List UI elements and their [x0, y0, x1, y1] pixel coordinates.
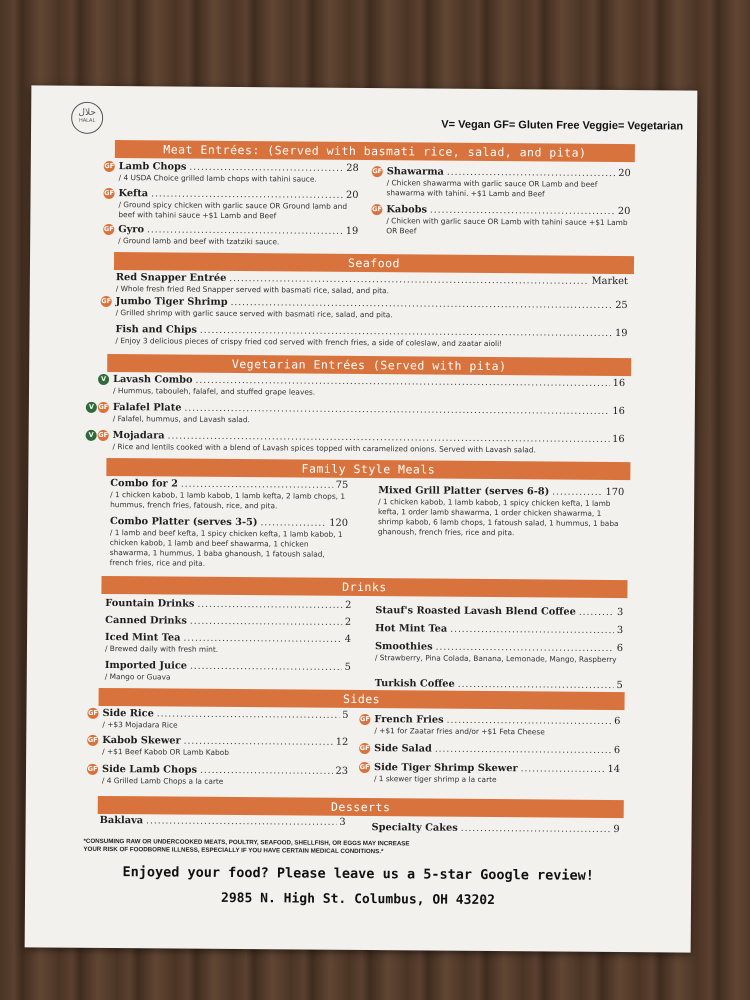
menu-item-jumbo-tiger-shrimp — [101, 296, 628, 322]
menu-item-french-fries — [360, 714, 621, 738]
item-price: 23 — [335, 765, 349, 777]
item-price: 16 — [612, 377, 626, 390]
item-price: 75 — [335, 479, 349, 491]
menu-item-fountain-drinks — [105, 598, 351, 611]
menu-item-combo-for-2 — [110, 478, 348, 512]
section-meat-entrees: Meat Entrées: (Served with basmati rice, salad, and pita) — [115, 140, 635, 162]
item-name: Side Lamb Chops — [101, 763, 198, 776]
gluten-free-badge: GF — [98, 402, 109, 413]
menu-item-smoothies — [375, 641, 623, 665]
item-name: Falafel Plate — [112, 402, 182, 414]
foodborne-illness-warning: *CONSUMING RAW OR UNDERCOOKED MEATS, POULTRY, SEAFOOD, SHELLFISH, OR EGGS MAY INCREASE YOUR RISK OF FOODBORNE ILLNESS, ESPECIALLY IF YOU HAVE CERTAIN MEDICAL CONDITIONS.* — [83, 837, 410, 856]
gluten-free-badge: GF — [87, 735, 98, 746]
item-description: / +$3 Mojadara Rice — [102, 719, 178, 730]
item-description: / Ground spicy chicken with garlic sauce OR Ground lamb and beef with tahini sauce +$1 Lamb and Beef — [118, 200, 348, 221]
item-name: Red Snapper Entrée — [115, 272, 227, 284]
review-request: Enjoyed your food? Please leave us a 5-star Google review! — [122, 864, 594, 884]
halal-logo — [71, 102, 103, 134]
menu-item-kefta — [104, 188, 359, 222]
item-price: Market — [591, 275, 628, 288]
item-name: Jumbo Tiger Shrimp — [115, 296, 228, 308]
menu-item-turkish-coffee — [375, 678, 623, 691]
item-description: / +$1 for Zaatar fries and/or +$1 Feta Cheese — [374, 726, 545, 737]
menu-item-hot-mint-tea — [375, 623, 623, 636]
item-price: 6 — [616, 643, 624, 655]
item-description: / 1 chicken kabob, 1 lamb kabob, 1 spicy chicken kefta, 1 lamb kefta, 1 order lamb shawarma, 1 order chicken shawarma, 1 shrimp kabob, 6 lamb chops, 1 fatoush salad, 1 hummus, 1 baba ghanoush, french fries, rice and pita. — [377, 497, 619, 538]
menu-item-lavash-combo — [101, 374, 626, 400]
item-description: / 4 Grilled Lamb Chops a la carte — [101, 775, 224, 786]
menu-item-fish-and-chips — [115, 324, 627, 350]
menu-item-kabobs — [372, 204, 631, 238]
menu-item-side-rice — [88, 707, 349, 732]
item-description: / Mango or Guava — [104, 671, 171, 682]
item-price: 9 — [613, 823, 620, 836]
section-drinks: Drinks — [101, 576, 627, 598]
gluten-free-badge: GF — [87, 764, 98, 775]
item-name: Specialty Cakes — [371, 822, 458, 834]
item-price: 4 — [344, 633, 352, 645]
item-name: Side Tiger Shrimp Skewer — [374, 762, 518, 775]
item-price: 120 — [329, 517, 349, 529]
menu-item-baklava — [100, 815, 346, 828]
item-description: / Rice and lentils cooked with a blend of Lavash spices topped with caramelized onions. Served with Lavash salad. — [112, 442, 536, 455]
item-price: 5 — [616, 680, 623, 692]
item-name: Kefta — [118, 188, 149, 200]
gluten-free-badge: GF — [359, 714, 370, 725]
item-description: / Whole fresh fried Red Snapper served with basmati rice, salad, and pita. — [115, 284, 390, 296]
item-price: 2 — [344, 616, 352, 628]
gluten-free-badge: GF — [104, 188, 115, 199]
gluten-free-badge: GF — [104, 161, 115, 172]
item-price: 6 — [613, 744, 621, 757]
gluten-free-badge: GF — [98, 430, 109, 441]
item-name: Iced Mint Tea — [105, 631, 181, 644]
menu-item-imported-juice — [105, 660, 351, 684]
item-name: Canned Drinks — [105, 614, 187, 627]
vegan-badge: V — [86, 402, 97, 413]
item-name: Lamb Chops — [118, 161, 187, 173]
item-price: 170 — [605, 486, 625, 499]
gluten-free-badge: GF — [103, 224, 114, 235]
gluten-free-badge: GF — [372, 166, 383, 177]
item-name: Combo Platter (serves 3-5) — [109, 516, 258, 529]
item-name: Gyro — [118, 224, 145, 236]
item-price: 2 — [345, 599, 352, 611]
item-name: Stauf's Roasted Lavash Blend Coffee — [375, 605, 576, 618]
item-price: 20 — [618, 168, 631, 180]
gluten-free-badge: GF — [371, 204, 382, 215]
section-seafood: Seafood — [114, 252, 634, 274]
item-name: Mojadara — [112, 430, 165, 442]
item-description: / Falafel, hummus, and Lavash salad. — [112, 414, 250, 425]
menu-item-falafel-plate — [88, 402, 625, 428]
gluten-free-badge: GF — [359, 743, 370, 754]
halal-logo-text: HALAL — [78, 117, 96, 124]
item-price: 5 — [344, 661, 351, 673]
menu-item-mojadara — [88, 430, 625, 456]
menu-item-iced-mint-tea — [105, 632, 351, 656]
item-name: Baklava — [99, 814, 144, 827]
menu-item-kabob-skewer — [87, 734, 349, 759]
item-price: 20 — [617, 206, 631, 218]
menu-item-lamb-chops — [104, 161, 359, 185]
restaurant-address: 2985 N. High St. Columbus, OH 43202 — [220, 890, 496, 909]
item-description: / Brewed daily with fresh mint. — [104, 643, 219, 654]
item-price: 3 — [339, 816, 346, 828]
item-description: / Grilled shrimp with garlic sauce served with basmati rice, salad, and pita. — [115, 308, 393, 320]
item-description: / Ground lamb and beef with tzatziki sauce. — [118, 236, 280, 247]
item-name: Imported Juice — [104, 659, 188, 672]
item-name: French Fries — [374, 714, 444, 726]
item-price: 6 — [614, 715, 621, 728]
menu-item-staufs-coffee — [375, 605, 623, 618]
menu-item-red-snapper — [116, 272, 628, 298]
item-name: Fish and Chips — [115, 324, 197, 336]
item-description: / Chicken with garlic sauce OR Lamb with tahini sauce +$1 Lamb OR Beef — [386, 216, 628, 236]
item-name: Kabob Skewer — [102, 734, 181, 747]
item-name: Turkish Coffee — [374, 678, 455, 690]
item-price: 14 — [607, 763, 621, 776]
menu-item-gyro — [103, 224, 359, 248]
menu-item-side-lamb-chops — [87, 763, 349, 788]
section-family-style-meals: Family Style Meals — [106, 458, 630, 480]
item-price: 3 — [616, 607, 624, 619]
item-name: Combo for 2 — [110, 478, 178, 490]
item-description: / 1 chicken kabob, 1 lamb kabob, 1 lamb kefta, 2 lamb chops, 1 hummus, french fries, fatoush, rice, and pita. — [110, 490, 346, 511]
item-name: Smoothies — [374, 641, 433, 653]
halal-logo-arabic: حلال — [78, 107, 96, 118]
item-price: 16 — [612, 405, 625, 418]
item-name: Mixed Grill Platter (serves 6-8) — [378, 485, 550, 498]
item-name: Fountain Drinks — [105, 597, 195, 610]
item-description: / Hummus, tabouleh, falafel, and stuffed grape leaves. — [112, 386, 316, 397]
item-price: 19 — [614, 327, 628, 340]
item-price: 5 — [342, 709, 349, 721]
item-price: 3 — [616, 625, 624, 637]
item-name: Side Salad — [374, 743, 432, 755]
item-description: / Strawberry, Pina Colada, Banana, Lemonade, Mango, Raspberry — [374, 653, 617, 665]
item-name: Kabobs — [386, 204, 428, 216]
item-price: 28 — [346, 162, 359, 174]
gluten-free-badge: GF — [87, 708, 98, 719]
item-name: Lavash Combo — [113, 374, 193, 386]
item-price: 25 — [615, 299, 628, 312]
item-description: / Chicken shawarma with garlic sauce OR Lamb and beef shawarma with tahini. +$1 Lamb and Beef — [386, 178, 598, 199]
item-description: / 1 lamb and beef kefta, 1 spicy chicken kefta, 1 lamb kabob, 1 chicken kabob, 1 lamb and beef shawarma, 1 chicken shawarma, 1 hummus, 1 baba ghanoush, 1 fatoush salad, french fries, rice and pita. — [109, 528, 343, 568]
vegan-badge: V — [86, 430, 97, 441]
item-price: 20 — [346, 189, 359, 201]
menu-item-canned-drinks — [105, 615, 351, 628]
gluten-free-badge: GF — [359, 762, 370, 773]
menu-item-specialty-cakes — [372, 822, 620, 835]
item-description: / 4 USDA Choice grilled lamb chops with tahini sauce. — [118, 173, 317, 184]
item-description: / +$1 Beef Kabob OR Lamb Kabob — [102, 746, 229, 757]
menu-item-mixed-grill-platter — [378, 485, 624, 539]
item-description: / 1 skewer tiger shrimp a la carte — [373, 774, 497, 785]
menu-sheet — [25, 85, 698, 952]
menu-item-shawarma — [372, 166, 631, 200]
menu-item-combo-platter — [110, 516, 348, 570]
item-price: 12 — [335, 736, 349, 748]
gluten-free-badge: GF — [101, 296, 112, 307]
item-description: / Enjoy 3 delicious pieces of crispy fried cod served with french fries, a side of coleslaw, and zaatar aioli! — [115, 336, 503, 349]
section-vegetarian-entrees: Vegetarian Entrées (Served with pita) — [107, 354, 631, 376]
item-name: Shawarma — [386, 166, 444, 178]
item-price: 19 — [345, 225, 359, 237]
menu-item-side-salad — [359, 743, 621, 757]
item-name: Hot Mint Tea — [375, 623, 448, 635]
diet-legend: V= Vegan GF= Gluten Free Veggie= Vegetarian — [441, 118, 684, 133]
item-price: 16 — [612, 433, 625, 446]
vegan-badge: V — [98, 374, 109, 385]
menu-item-side-tiger-shrimp-skewer — [359, 762, 621, 786]
section-desserts: Desserts — [98, 796, 624, 818]
item-name: Side Rice — [102, 707, 154, 720]
section-sides: Sides — [99, 688, 625, 710]
